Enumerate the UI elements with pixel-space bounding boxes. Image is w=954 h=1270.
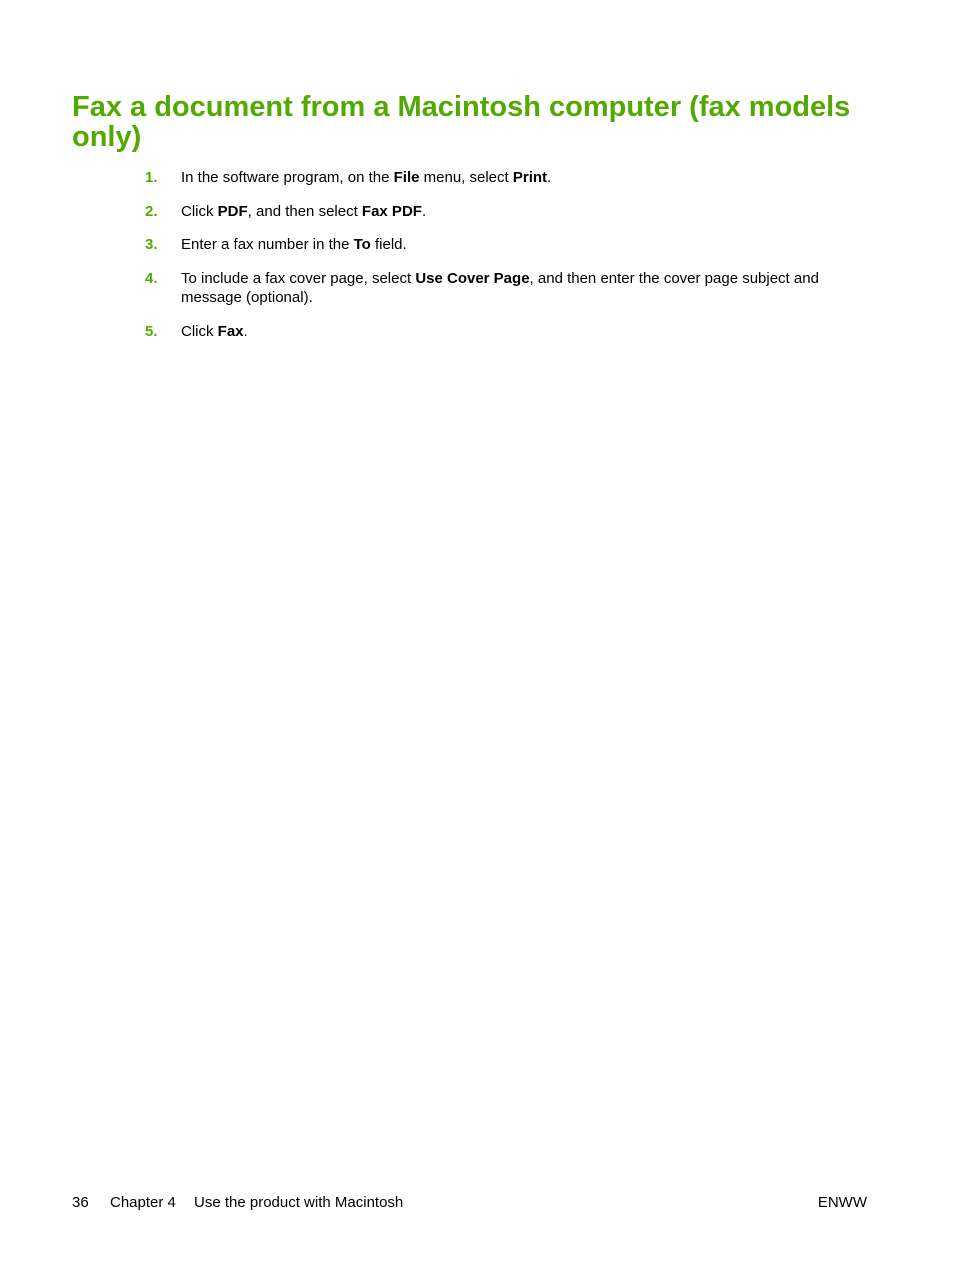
list-item bbox=[145, 322, 875, 342]
step-text-run: Click bbox=[181, 202, 218, 220]
step-text bbox=[181, 169, 551, 186]
step-text-run: , and then select bbox=[247, 202, 362, 220]
step-ui-term: Print bbox=[512, 169, 548, 186]
list-item bbox=[145, 235, 875, 255]
step-text-run: Enter a fax number in the bbox=[181, 236, 354, 253]
step-number: 5. bbox=[145, 322, 158, 340]
step-ui-term: To bbox=[353, 236, 371, 253]
steps-list bbox=[145, 168, 875, 355]
step-text-run: . bbox=[243, 322, 248, 340]
list-item bbox=[145, 269, 875, 308]
footer-chapter-title: Use the product with Macintosh bbox=[194, 1194, 404, 1211]
step-number: 2. bbox=[145, 202, 158, 220]
footer-page-number: 36 bbox=[72, 1194, 89, 1211]
footer-chapter: Chapter 4 bbox=[110, 1194, 176, 1211]
step-text-run: . bbox=[547, 169, 552, 186]
step-text bbox=[181, 203, 426, 220]
step-text bbox=[181, 236, 407, 253]
step-number: 3. bbox=[145, 236, 158, 253]
step-text bbox=[181, 323, 248, 340]
step-number: 1. bbox=[145, 169, 158, 186]
step-text-run: , and then enter the cover page subject and message (optional). bbox=[181, 269, 819, 306]
step-ui-term: Fax PDF bbox=[361, 202, 422, 220]
step-ui-term: File bbox=[393, 169, 420, 186]
step-text-run: Click bbox=[181, 322, 218, 340]
list-item bbox=[145, 168, 875, 188]
page-title: Fax a document from a Macintosh computer (fax models only) bbox=[72, 91, 851, 153]
step-ui-term: Use Cover Page bbox=[415, 269, 530, 287]
step-text-run: In the software program, on the bbox=[181, 169, 394, 186]
step-text bbox=[181, 270, 819, 307]
step-text-run: . bbox=[421, 202, 427, 220]
step-text-run: menu, select bbox=[419, 169, 513, 186]
step-number: 4. bbox=[145, 269, 158, 287]
step-ui-term: Fax bbox=[217, 322, 244, 340]
step-text-run: To include a fax cover page, select bbox=[181, 269, 416, 287]
footer-left bbox=[72, 1193, 403, 1212]
step-ui-term: PDF bbox=[217, 202, 248, 220]
list-item bbox=[145, 202, 875, 222]
step-text-run: field. bbox=[370, 236, 407, 253]
footer-right: ENWW bbox=[817, 1194, 867, 1211]
